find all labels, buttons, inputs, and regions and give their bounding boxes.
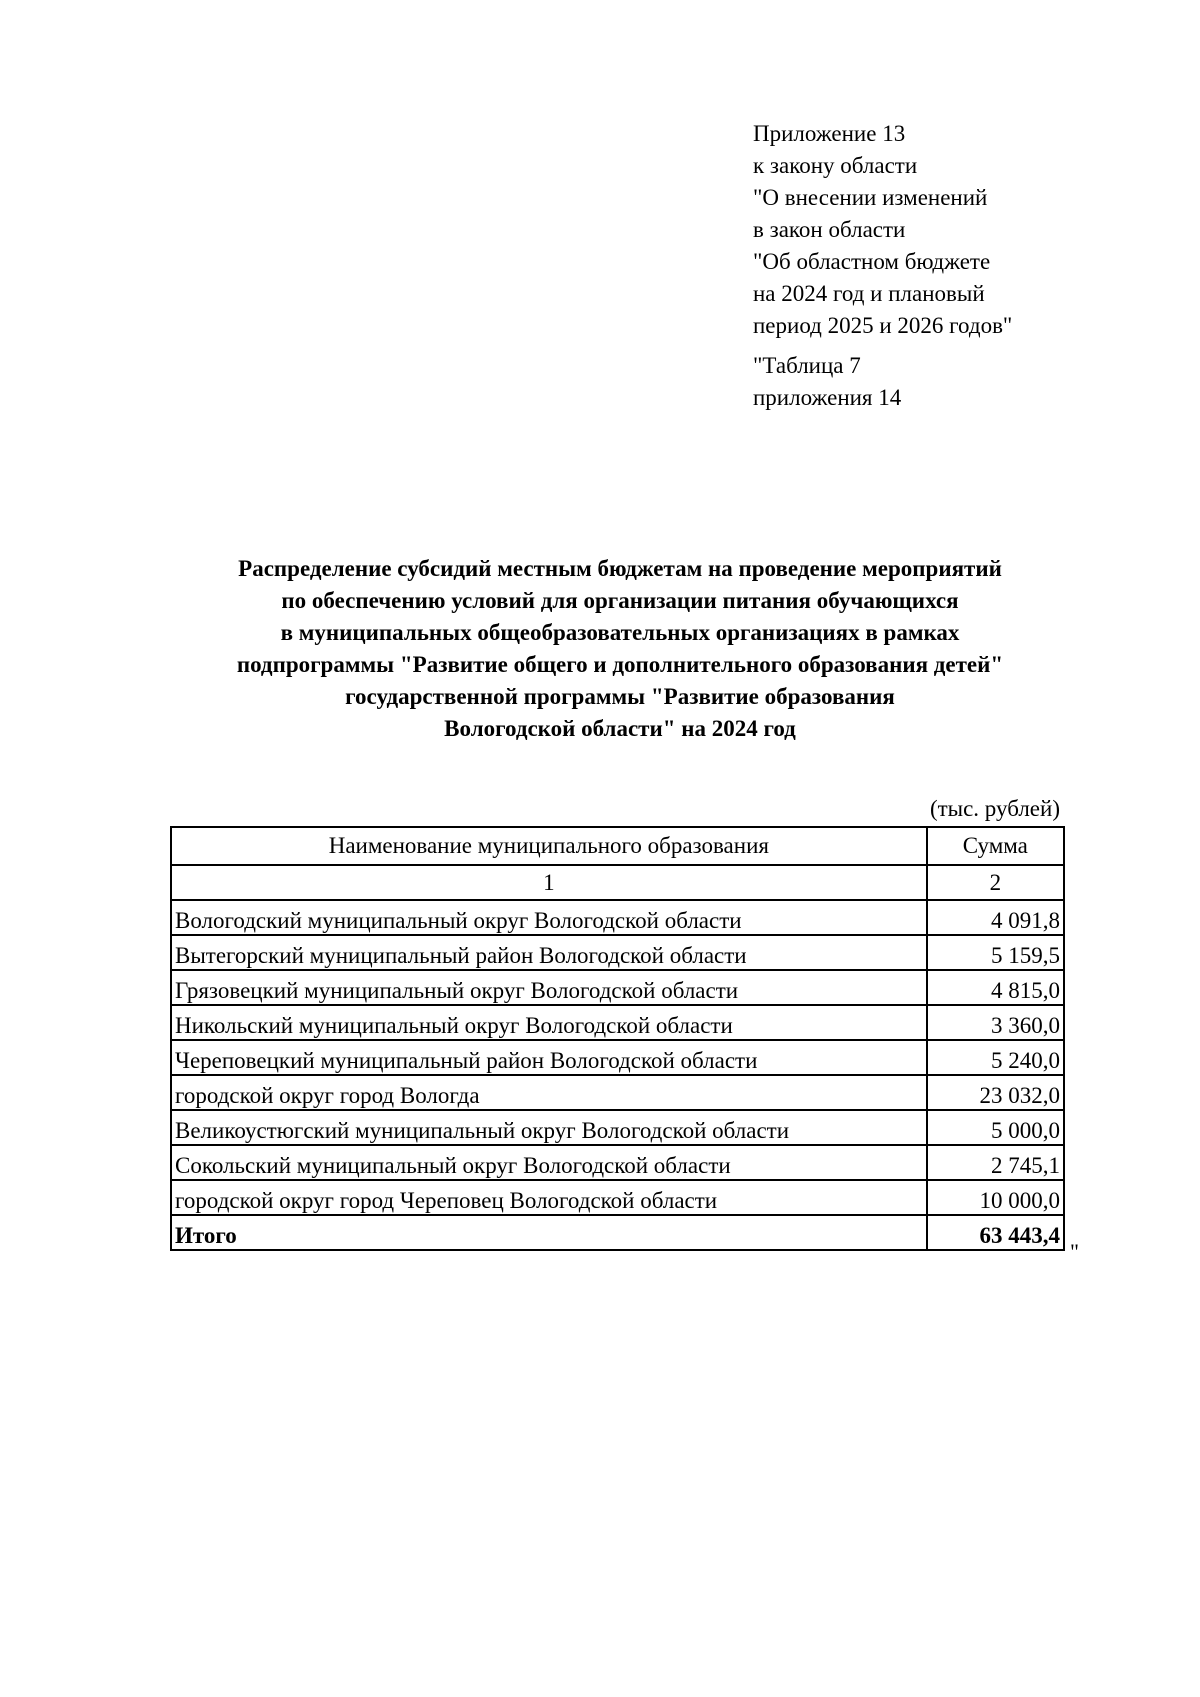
table-header-row: [171, 827, 1064, 865]
table-row: [171, 1110, 1064, 1145]
table-row: [171, 935, 1064, 970]
row-sum: 10 000,0: [927, 1180, 1064, 1215]
table-row: [171, 900, 1064, 935]
row-sum: 5 240,0: [927, 1040, 1064, 1075]
table-ref-line-1: "Таблица 7: [753, 353, 861, 378]
document-title: [160, 553, 1080, 745]
row-sum: 5 000,0: [927, 1110, 1064, 1145]
title-line-2: по обеспечению условий для организации питания обучающихся: [281, 588, 959, 613]
row-name: Никольский муниципальный округ Вологодской области: [171, 1005, 927, 1040]
table-ref-line-2: приложения 14: [753, 385, 902, 410]
appendix-line-3: "О внесении изменений: [753, 185, 988, 210]
row-sum: 3 360,0: [927, 1005, 1064, 1040]
header-name: Наименование муниципального образования: [171, 827, 927, 865]
appendix-line-2: к закону области: [753, 153, 918, 178]
column-number-1: 1: [171, 865, 927, 900]
table-row: [171, 1075, 1064, 1110]
appendix-line-7: период 2025 и 2026 годов": [753, 313, 1013, 338]
row-sum: 5 159,5: [927, 935, 1064, 970]
table-row: [171, 1180, 1064, 1215]
closing-quote: ": [1070, 1239, 1079, 1264]
row-sum: 23 032,0: [927, 1075, 1064, 1110]
header-sum: Сумма: [927, 827, 1064, 865]
column-number-row: [171, 865, 1064, 900]
row-name: Сокольский муниципальный округ Вологодской области: [171, 1145, 927, 1180]
appendix-line-6: на 2024 год и плановый: [753, 281, 985, 306]
row-name: Череповецкий муниципальный район Вологодской области: [171, 1040, 927, 1075]
row-sum: 4 815,0: [927, 970, 1064, 1005]
title-line-1: Распределение субсидий местным бюджетам на проведение мероприятий: [238, 556, 1002, 581]
row-name: городской округ город Череповец Вологодской области: [171, 1180, 927, 1215]
table-row: [171, 1040, 1064, 1075]
title-line-3: в муниципальных общеобразовательных организациях в рамках: [280, 620, 960, 645]
title-line-4: подпрограммы "Развитие общего и дополнительного образования детей": [236, 652, 1004, 677]
appendix-gap: [753, 342, 1012, 350]
total-sum: 63 443,4: [927, 1215, 1064, 1250]
table-row: [171, 970, 1064, 1005]
units-label: (тыс. рублей): [929, 796, 1060, 821]
total-row: [171, 1215, 1064, 1250]
appendix-block: [753, 118, 1012, 414]
appendix-line-4: в закон области: [753, 217, 906, 242]
title-line-6: Вологодской области" на 2024 год: [444, 716, 796, 741]
appendix-line-1: Приложение 13: [753, 121, 906, 146]
table-row: [171, 1005, 1064, 1040]
total-label: Итого: [171, 1215, 927, 1250]
column-number-2: 2: [927, 865, 1064, 900]
row-name: Грязовецкий муниципальный округ Вологодской области: [171, 970, 927, 1005]
row-name: Великоустюгский муниципальный округ Вологодской области: [171, 1110, 927, 1145]
title-line-5: государственной программы "Развитие образования: [345, 684, 895, 709]
row-sum: 2 745,1: [927, 1145, 1064, 1180]
row-name: Вологодский муниципальный округ Вологодской области: [171, 900, 927, 935]
row-name: Вытегорский муниципальный район Вологодской области: [171, 935, 927, 970]
appendix-line-5: "Об областном бюджете: [753, 249, 991, 274]
row-name: городской округ город Вологда: [171, 1075, 927, 1110]
subsidy-table: [170, 826, 1065, 1251]
table-row: [171, 1145, 1064, 1180]
row-sum: 4 091,8: [927, 900, 1064, 935]
